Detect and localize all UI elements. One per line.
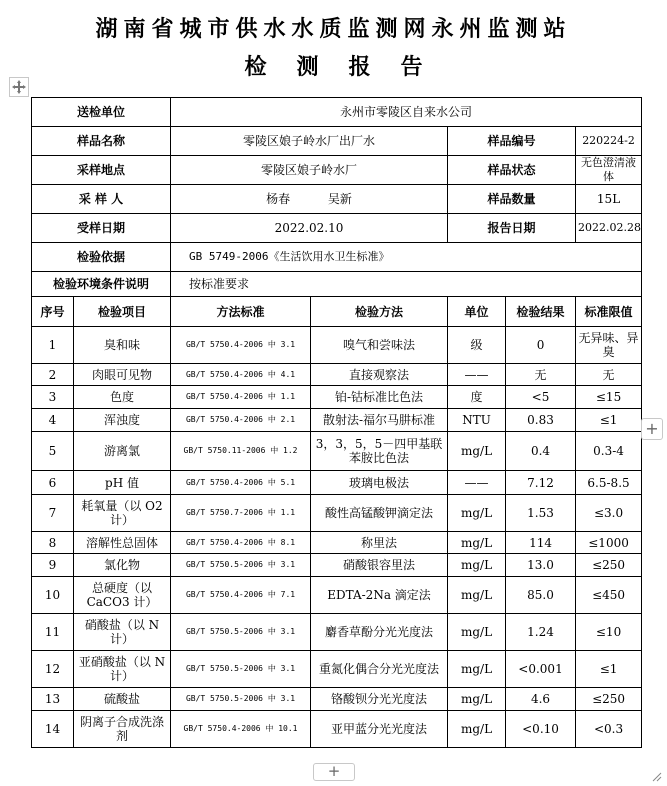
row-no: 6	[32, 471, 74, 495]
col-header-result: 检验结果	[506, 297, 576, 327]
row-method: 3，3，5，5－四甲基联苯胺比色法	[311, 432, 448, 471]
row-result: <5	[506, 386, 576, 409]
row-std: GB/T 5750.5-2006 中 3.1	[171, 651, 311, 688]
table-row	[32, 364, 642, 386]
row-no: 3	[32, 386, 74, 409]
sampler-value	[171, 185, 448, 214]
sampler-1: 杨春	[266, 192, 291, 206]
row-result: 0.4	[506, 432, 576, 471]
row-no: 13	[32, 688, 74, 711]
row-no: 8	[32, 532, 74, 554]
row-unit: 级	[448, 327, 506, 364]
row-std: GB/T 5750.4-2006 中 5.1	[171, 471, 311, 495]
row-item: 亚硝酸盐（以 N 计）	[74, 651, 171, 688]
row-item: 氯化物	[74, 554, 171, 577]
row-result: 114	[506, 532, 576, 554]
env-label: 检验环境条件说明	[32, 272, 171, 297]
row-method: 直接观察法	[311, 364, 448, 386]
row-result: 1.24	[506, 614, 576, 651]
row-method: 铬酸钡分光光度法	[311, 688, 448, 711]
row-std: GB/T 5750.4-2006 中 1.1	[171, 386, 311, 409]
row-item: 总硬度（以 CaCO3 计）	[74, 577, 171, 614]
row-result: 无	[506, 364, 576, 386]
row-result: 1.53	[506, 495, 576, 532]
row-limit: 无异味、异臭	[576, 327, 642, 364]
row-unit: mg/L	[448, 651, 506, 688]
row-method: EDTA-2Na 滴定法	[311, 577, 448, 614]
row-no: 10	[32, 577, 74, 614]
row-std: GB/T 5750.4-2006 中 10.1	[171, 711, 311, 748]
table-row	[32, 432, 642, 471]
sample-no-label: 样品编号	[448, 127, 576, 156]
row-limit: ≤250	[576, 554, 642, 577]
row-unit: mg/L	[448, 432, 506, 471]
row-std: GB/T 5750.4-2006 中 2.1	[171, 409, 311, 432]
client-value: 永州市零陵区自来水公司	[171, 98, 642, 127]
row-item: 阴离子合成洗涤剂	[74, 711, 171, 748]
sampler-label: 采 样 人	[32, 185, 171, 214]
row-result: 0	[506, 327, 576, 364]
row-limit: ≤1	[576, 651, 642, 688]
info-row-sampler	[32, 185, 642, 214]
row-limit: ≤1000	[576, 532, 642, 554]
row-no: 7	[32, 495, 74, 532]
col-header-std: 方法标准	[171, 297, 311, 327]
table-row	[32, 577, 642, 614]
state-value: 无色澄清液体	[576, 156, 642, 185]
row-item: pH 值	[74, 471, 171, 495]
table-row	[32, 386, 642, 409]
row-unit: mg/L	[448, 554, 506, 577]
row-item: 硝酸盐（以 N 计）	[74, 614, 171, 651]
state-label: 样品状态	[448, 156, 576, 185]
row-method: 酸性高锰酸钾滴定法	[311, 495, 448, 532]
col-header-limit: 标准限值	[576, 297, 642, 327]
table-row	[32, 327, 642, 364]
table-row	[32, 614, 642, 651]
table-row	[32, 409, 642, 432]
add-column-plus-icon[interactable]: +	[641, 418, 663, 440]
row-method: 麝香草酚分光光度法	[311, 614, 448, 651]
report-date-label: 报告日期	[448, 214, 576, 243]
row-unit: mg/L	[448, 688, 506, 711]
row-std: GB/T 5750.7-2006 中 1.1	[171, 495, 311, 532]
row-item: 溶解性总固体	[74, 532, 171, 554]
sample-no-value: 220224-2	[576, 127, 642, 156]
basis-value: GB 5749-2006《生活饮用水卫生标准》	[171, 243, 642, 272]
row-no: 9	[32, 554, 74, 577]
qty-label: 样品数量	[448, 185, 576, 214]
row-limit: 无	[576, 364, 642, 386]
table-row	[32, 532, 642, 554]
row-no: 14	[32, 711, 74, 748]
row-limit: ≤1	[576, 409, 642, 432]
row-std: GB/T 5750.4-2006 中 8.1	[171, 532, 311, 554]
row-result: 7.12	[506, 471, 576, 495]
table-move-handle-icon[interactable]	[9, 77, 29, 97]
row-method: 嗅气和尝味法	[311, 327, 448, 364]
table-row	[32, 651, 642, 688]
table-row	[32, 688, 642, 711]
row-std: GB/T 5750.5-2006 中 3.1	[171, 554, 311, 577]
table-row	[32, 554, 642, 577]
table-row	[32, 495, 642, 532]
site-value: 零陵区娘子岭水厂	[171, 156, 448, 185]
row-limit: ≤250	[576, 688, 642, 711]
row-result: 13.0	[506, 554, 576, 577]
row-unit: mg/L	[448, 711, 506, 748]
table-row	[32, 711, 642, 748]
row-unit: ——	[448, 471, 506, 495]
row-result: <0.001	[506, 651, 576, 688]
row-limit: <0.3	[576, 711, 642, 748]
row-no: 4	[32, 409, 74, 432]
row-item: 色度	[74, 386, 171, 409]
row-unit: mg/L	[448, 495, 506, 532]
row-item: 臭和味	[74, 327, 171, 364]
row-item: 肉眼可见物	[74, 364, 171, 386]
row-std: GB/T 5750.4-2006 中 3.1	[171, 327, 311, 364]
row-item: 浑浊度	[74, 409, 171, 432]
row-result: 0.83	[506, 409, 576, 432]
col-header-unit: 单位	[448, 297, 506, 327]
row-std: GB/T 5750.5-2006 中 3.1	[171, 688, 311, 711]
info-row-client	[32, 98, 642, 127]
sample-name-label: 样品名称	[32, 127, 171, 156]
sample-name-value: 零陵区娘子岭水厂出厂水	[171, 127, 448, 156]
col-header-no: 序号	[32, 297, 74, 327]
row-limit: ≤450	[576, 577, 642, 614]
env-value: 按标准要求	[171, 272, 642, 297]
row-result: 4.6	[506, 688, 576, 711]
report-table	[31, 97, 642, 748]
row-item: 耗氧量（以 O2 计）	[74, 495, 171, 532]
row-method: 重氮化偶合分光光度法	[311, 651, 448, 688]
col-header-method: 检验方法	[311, 297, 448, 327]
row-method: 玻璃电极法	[311, 471, 448, 495]
client-label: 送检单位	[32, 98, 171, 127]
resize-grip-icon[interactable]	[650, 767, 662, 779]
report-title: 湖南省城市供水水质监测网永州监测站	[95, 17, 572, 42]
row-item: 硫酸盐	[74, 688, 171, 711]
row-unit: mg/L	[448, 532, 506, 554]
info-row-site	[32, 156, 642, 185]
row-std: GB/T 5750.5-2006 中 3.1	[171, 614, 311, 651]
accept-date-value: 2022.02.10	[171, 214, 448, 243]
row-method: 硝酸银容里法	[311, 554, 448, 577]
row-no: 5	[32, 432, 74, 471]
row-std: GB/T 5750.4-2006 中 4.1	[171, 364, 311, 386]
row-no: 2	[32, 364, 74, 386]
table-row	[32, 471, 642, 495]
column-header-row	[32, 297, 642, 327]
basis-label: 检验依据	[32, 243, 171, 272]
col-header-item: 检验项目	[74, 297, 171, 327]
row-unit: mg/L	[448, 577, 506, 614]
row-unit: NTU	[448, 409, 506, 432]
info-row-dates	[32, 214, 642, 243]
row-result: <0.10	[506, 711, 576, 748]
site-label: 采样地点	[32, 156, 171, 185]
row-method: 亚甲蓝分光光度法	[311, 711, 448, 748]
row-item: 游离氯	[74, 432, 171, 471]
accept-date-label: 受样日期	[32, 214, 171, 243]
row-limit: ≤15	[576, 386, 642, 409]
qty-value: 15L	[576, 185, 642, 214]
row-no: 11	[32, 614, 74, 651]
row-std: GB/T 5750.4-2006 中 7.1	[171, 577, 311, 614]
row-limit: ≤10	[576, 614, 642, 651]
info-row-basis	[32, 243, 642, 272]
row-unit: 度	[448, 386, 506, 409]
report-date-value: 2022.02.28	[576, 214, 642, 243]
info-row-env	[32, 272, 642, 297]
row-method: 散射法-福尔马肼标准	[311, 409, 448, 432]
row-result: 85.0	[506, 577, 576, 614]
row-limit: 0.3-4	[576, 432, 642, 471]
add-row-plus-icon[interactable]: +	[313, 763, 355, 781]
info-row-sample	[32, 127, 642, 156]
row-unit: ——	[448, 364, 506, 386]
row-limit: ≤3.0	[576, 495, 642, 532]
row-limit: 6.5-8.5	[576, 471, 642, 495]
row-no: 1	[32, 327, 74, 364]
row-method: 称里法	[311, 532, 448, 554]
row-method: 铂-钴标准比色法	[311, 386, 448, 409]
row-no: 12	[32, 651, 74, 688]
report-subtitle: 检测报告	[244, 55, 453, 80]
row-unit: mg/L	[448, 614, 506, 651]
row-std: GB/T 5750.11-2006 中 1.2	[171, 432, 311, 471]
sampler-2: 吴新	[327, 192, 352, 206]
